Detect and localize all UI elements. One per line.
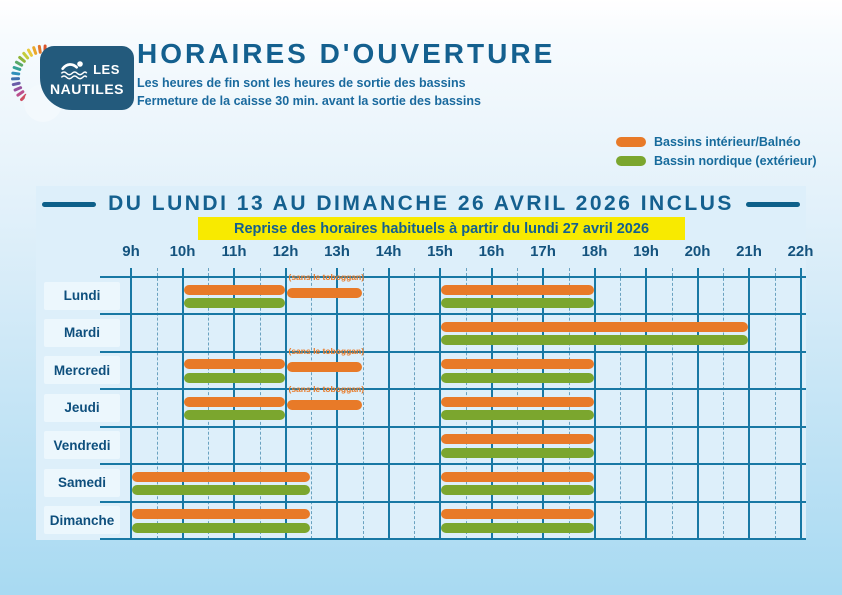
subtitle-line2: Fermeture de la caisse 30 min. avant la sortie des bassins (137, 94, 481, 109)
hour-tick-label: 15h (427, 243, 453, 260)
header-titles (137, 40, 555, 110)
grid-halfhour-line (620, 268, 621, 539)
grid-halfhour-line (775, 268, 776, 539)
schedule-bar-nordique (184, 298, 285, 308)
schedule-bar-interieur (184, 359, 285, 369)
grid-row-line (100, 351, 806, 353)
schedule-bar-nordique (132, 485, 310, 495)
brand-name-line2: NAUTILES (50, 80, 124, 97)
grid-hour-line (645, 268, 647, 539)
legend-item-indoor (616, 135, 817, 149)
grid-halfhour-line (723, 268, 724, 539)
grid-halfhour-line (672, 268, 673, 539)
resume-hours-banner: Reprise des horaires habituels à partir du lundi 27 avril 2026 (198, 217, 685, 240)
schedule-bar-nordique (441, 335, 748, 345)
day-label: Dimanche (44, 506, 120, 534)
grid-hour-line (748, 268, 750, 539)
hour-tick-label: 17h (530, 243, 556, 260)
legend-label-indoor: Bassins intérieur/Balnéo (654, 135, 801, 149)
logo-ray (11, 71, 20, 75)
hour-tick-label: 19h (633, 243, 659, 260)
indoor-color-swatch (616, 137, 646, 147)
grid-hour-line (800, 268, 802, 539)
schedule-bar-nordique (441, 298, 594, 308)
hour-tick-label: 13h (324, 243, 350, 260)
schedule-bar-interieur (184, 397, 285, 407)
schedule-bar-interieur (132, 509, 310, 519)
schedule-bar-nordique (441, 373, 594, 383)
day-label: Samedi (44, 469, 120, 497)
hour-tick-label: 20h (684, 243, 711, 260)
grid-hour-line (388, 268, 390, 539)
legend-label-nordic: Bassin nordique (extérieur) (654, 154, 817, 168)
schedule-bar-interieur (441, 509, 594, 519)
schedule-panel (36, 186, 814, 540)
grid-row-line (100, 313, 806, 315)
schedule-bar-interieur (441, 397, 594, 407)
schedule-bar-nordique (441, 485, 594, 495)
logo-ray (11, 77, 20, 80)
swimmer-icon (60, 60, 88, 80)
schedule-bar-nordique (132, 523, 310, 533)
grid-halfhour-line (414, 268, 415, 539)
day-label: Lundi (44, 282, 120, 310)
schedule-bar-nordique (184, 373, 285, 383)
day-label: Jeudi (44, 394, 120, 422)
schedule-bar-nordique (184, 410, 285, 420)
day-label: Mardi (44, 319, 120, 347)
schedule-bar-interieur (441, 359, 594, 369)
grid-row-line (100, 276, 806, 278)
schedule-bar-interieur (287, 288, 362, 298)
brand-name-line1: LES (93, 62, 120, 77)
hour-tick-label: 14h (375, 243, 402, 260)
schedule-bar-interieur (287, 362, 362, 372)
schedule-bar-interieur (184, 285, 285, 295)
schedule-bar-nordique (441, 448, 594, 458)
hour-tick-label: 22h (787, 243, 814, 260)
grid-halfhour-line (157, 268, 158, 539)
timetable-chart (36, 186, 814, 540)
hour-tick-label: 16h (478, 243, 505, 260)
grid-row-line (100, 501, 806, 503)
hour-tick-label: 12h (272, 243, 299, 260)
day-label: Vendredi (44, 431, 120, 459)
toboggan-note: (sans le toboggan) (288, 346, 365, 357)
grid-row-line (100, 388, 806, 390)
les-nautiles-logo (14, 36, 140, 120)
toboggan-note: (sans le toboggan) (288, 271, 365, 282)
schedule-bar-interieur (441, 434, 594, 444)
subtitle-line1: Les heures de fin sont les heures de sortie des bassins (137, 76, 466, 90)
toboggan-note: (sans le toboggan) (288, 383, 365, 394)
hour-tick-label: 11h (221, 243, 247, 260)
grid-row-line (100, 426, 806, 428)
logo-box (40, 46, 134, 110)
schedule-title: DU LUNDI 13 AU DIMANCHE 26 AVRIL 2026 INCLUS (108, 192, 734, 215)
schedule-bar-interieur (441, 472, 594, 482)
schedule-bar-interieur (441, 322, 748, 332)
grid-hour-line (594, 268, 596, 539)
grid-hour-line (697, 268, 699, 539)
nordic-color-swatch (616, 156, 646, 166)
grid-hour-line (130, 268, 132, 539)
legend (616, 135, 817, 168)
page-title: HORAIRES D'OUVERTURE (137, 38, 556, 69)
hour-tick-label: 18h (581, 243, 608, 260)
day-label: Mercredi (44, 356, 120, 384)
grid-row-line (100, 538, 806, 540)
schedule-bar-interieur (132, 472, 310, 482)
hour-tick-label: 21h (736, 243, 762, 260)
schedule-bar-interieur (287, 400, 362, 410)
grid-halfhour-line (363, 268, 364, 539)
grid-row-line (100, 463, 806, 465)
schedule-bar-nordique (441, 410, 594, 420)
hour-tick-label: 10h (169, 243, 196, 260)
hour-tick-label: 9h (122, 243, 140, 260)
legend-item-nordic (616, 154, 817, 168)
grid-hour-line (182, 268, 184, 539)
schedule-bar-nordique (441, 523, 594, 533)
schedule-bar-interieur (441, 285, 594, 295)
